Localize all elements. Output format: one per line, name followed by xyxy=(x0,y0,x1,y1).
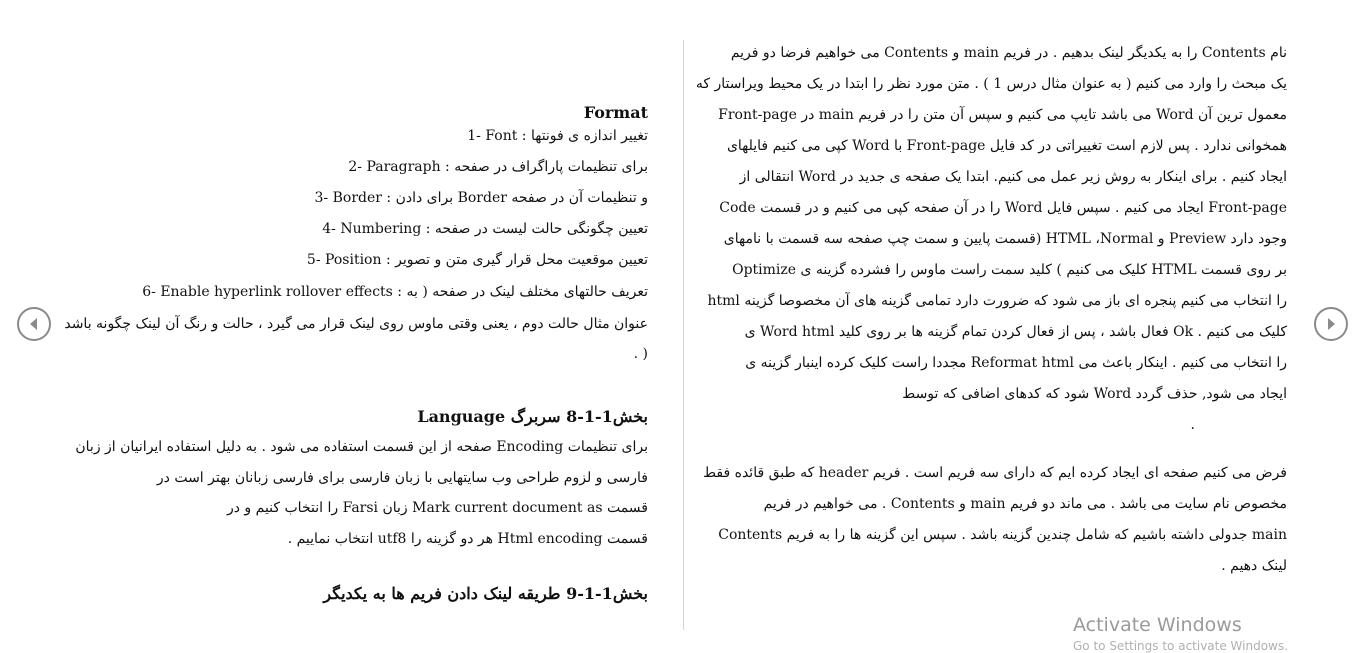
format-item: 2- Paragraph : برای تنظیمات پاراگراف در صفحه xyxy=(348,159,648,175)
right-para1-line: ایجاد می شود, حذف گردد Word شود که کدهای اضافی که توسط xyxy=(902,386,1287,402)
previous-page-button[interactable] xyxy=(17,307,51,341)
language-heading: بخش1-1-8 سربرگ Language xyxy=(417,407,648,426)
format-item: 3- Border : برای دادن Border و تنظیمات آن در صفحه xyxy=(314,190,648,206)
format-item: 4- Numbering : تعیین چگونگی حالت لیست در صفحه xyxy=(322,221,648,237)
format-item: 1- Font : تغییر اندازه ی فونتها xyxy=(467,128,648,144)
right-para1-line: Optimize کلیک می کنیم ) کلید سمت راست ماوس را فشرده گزینه ی HTML بر روی قسمت xyxy=(732,262,1287,278)
chevron-right-icon xyxy=(1324,317,1338,331)
next-page-button[interactable] xyxy=(1314,307,1348,341)
language-line: قسمت Html encoding هر دو گزینه را utf8 انتخاب نماییم . xyxy=(287,531,648,547)
language-line: قسمت Mark current document as زبان Farsi را انتخاب کنیم و در xyxy=(226,500,648,516)
right-para2-line: Contents جدولی داشته باشیم که شامل چندین گزینه باشد . سپس این گزینه ها را به فریم main xyxy=(718,527,1287,543)
format-item: . ) xyxy=(633,346,648,362)
chevron-left-icon xyxy=(27,317,41,331)
right-para1-line: یک مبحث را وارد می کنیم ( به عنوان مثال درس 1 ) . متن مورد نظر را ابتدا در یک محیط ویراستار که xyxy=(695,76,1287,92)
format-item: عنوان مثال حالت دوم ، یعنی وقتی ماوس روی لینک قرار می گیرد ، حالت و رنگ آن لینک چگونه باشد xyxy=(64,316,648,332)
right-para1-line: Code را در آن صفحه کپی می کنیم و در قسمت Word ایجاد می کنیم . سپس فایل Front-page xyxy=(719,200,1287,216)
language-line: برای تنظیمات Encoding صفحه از این قسمت استفاده می شود . به دلیل استفاده ایرانیان از زبان xyxy=(75,439,648,455)
format-heading: Format xyxy=(583,103,648,122)
right-para2-line: فرض می کنیم صفحه ای ایجاد کرده ایم که دارای سه فریم است . فریم header که طبق قائده فقط xyxy=(703,465,1287,481)
right-para1-line: نام Contents را به یکدیگر لینک بدهیم . در فریم main و Contents می خواهیم فرضا دو فریم xyxy=(730,45,1287,61)
right-para2-line: مخصوص نام سایت می باشد . می ماند دو فریم main و Contents . می خواهیم در فریم xyxy=(763,496,1287,512)
right-para1-line: . xyxy=(1190,417,1195,433)
right-para2-line: لینک دهیم . xyxy=(1221,558,1287,574)
format-item: 5- Position : تعیین موقعیت محل قرار گیری متن و تصویر xyxy=(306,252,648,268)
right-para1-line: Front-page در main می باشد تایپ می کنیم و سپس آن متن را در فریم Word معمول ترین آن xyxy=(718,107,1287,123)
right-para1-line: کلیک می کنیم . Ok فعال باشد ، پس از فعال کردن تمام گزینه ها بر روی کلید Word html ی xyxy=(744,324,1287,340)
right-para1-line: را انتخاب می کنیم پنجره ای باز می شود که ضرورت دارد تمامی گزینه های آن مخصوصا گزینه html xyxy=(707,293,1287,309)
language-line: فارسی و لزوم طراحی وب سایتهایی با زبان فارسی برای فارسی زبانان بهتر است در xyxy=(156,470,648,486)
right-para1-line: وجود دارد Preview و HTML ،Normal (قسمت پایین و سمت چپ صفحه سه قسمت با نامهای xyxy=(723,231,1287,247)
right-para1-line: ایجاد کنیم . برای اینکار به روش زیر عمل می کنیم. ابتدا یک صفحه ی جدید در Word انتقالی از xyxy=(739,169,1287,185)
activate-windows-subtitle: Go to Settings to activate Windows. xyxy=(1073,639,1288,653)
page-divider xyxy=(683,40,684,630)
section9-heading: بخش1-1-9 طریقه لینک دادن فریم ها به یکدیگر xyxy=(323,584,648,603)
format-item: 6- Enable hyperlink rollover effects : تعریف حالتهای مختلف لینک در صفحه ( به xyxy=(142,284,648,300)
activate-windows-title: Activate Windows xyxy=(1073,614,1242,636)
right-para1-line: همخوانی ندارد . پس لازم است تغییراتی در کد فایل Front-page با Word کپی می کنیم فایلهای xyxy=(726,138,1287,154)
right-para1-line: را انتخاب می کنیم . اینکار باعث می Reformat html مجددا راست کلیک کرده اینبار گزینه ی xyxy=(745,355,1287,371)
